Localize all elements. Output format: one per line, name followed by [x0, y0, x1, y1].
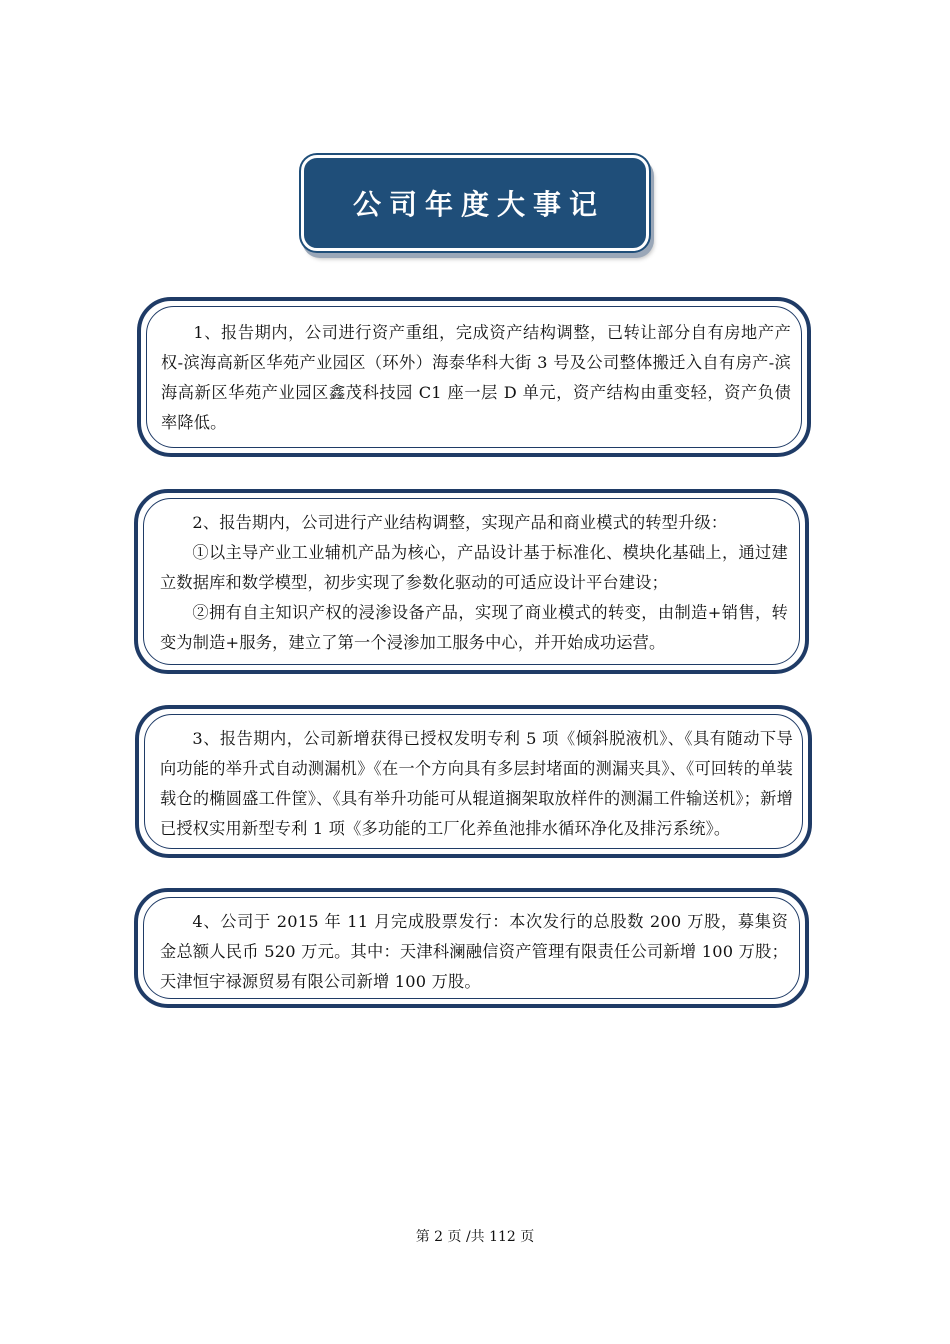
- event-paragraph: 2、报告期内，公司进行产业结构调整，实现产品和商业模式的转型升级：: [192, 513, 728, 532]
- event-box-4: [134, 888, 809, 1008]
- event-paragraph: 3、报告期内，公司新增获得已授权发明专利 5 项《倾斜脱液机》、《具有随动下导向功能的举升式自动测漏机》《在一个方向具有多层封堵面的测漏夹具》、《可回转的单装载仓的椭圆盛工件筐》、《具有举升功能可从辊道搁架取放样件的测漏工件输送机》；新增已授权实用新型专利 1 项《多功能的工厂化养鱼池排水循环净化及排污系统》。: [160, 729, 793, 838]
- event-text: [160, 508, 788, 658]
- event-paragraph: 4、公司于 2015 年 11 月完成股票发行：本次发行的总股数 200 万股，募集资金总额人民币 520 万元。其中：天津科澜融信资产管理有限责任公司新增 100 万股；天津恒宇禄源贸易有限公司新增 100 万股。: [160, 912, 788, 991]
- event-text: [160, 907, 788, 997]
- event-paragraph: 1、报告期内，公司进行资产重组，完成资产结构调整，已转让部分自有房地产产权-滨海高新区华苑产业园区（环外）海泰华科大街 3 号及公司整体搬迁入自有房产-滨海高新区华苑产业园区鑫茂科技园 C1 座一层 D 单元，资产结构由重变轻，资产负债率降低。: [161, 323, 791, 432]
- event-box-1: [137, 297, 811, 457]
- page-number: 第 2 页 /共 112 页: [415, 1229, 535, 1245]
- event-text: [160, 724, 793, 844]
- event-text: [161, 318, 791, 438]
- event-box-2: [134, 489, 809, 674]
- event-paragraph: ②拥有自主知识产权的浸渗设备产品，实现了商业模式的转变，由制造+销售，转变为制造+服务，建立了第一个浸渗加工服务中心，并开始成功运营。: [160, 603, 788, 652]
- title-banner: [301, 155, 649, 251]
- event-box-3: [135, 705, 812, 858]
- page-title: 公司年度大事记: [352, 188, 605, 221]
- event-paragraph: ①以主导产业工业辅机产品为核心，产品设计基于标准化、模块化基础上，通过建立数据库和数学模型，初步实现了参数化驱动的可适应设计平台建设；: [160, 543, 788, 592]
